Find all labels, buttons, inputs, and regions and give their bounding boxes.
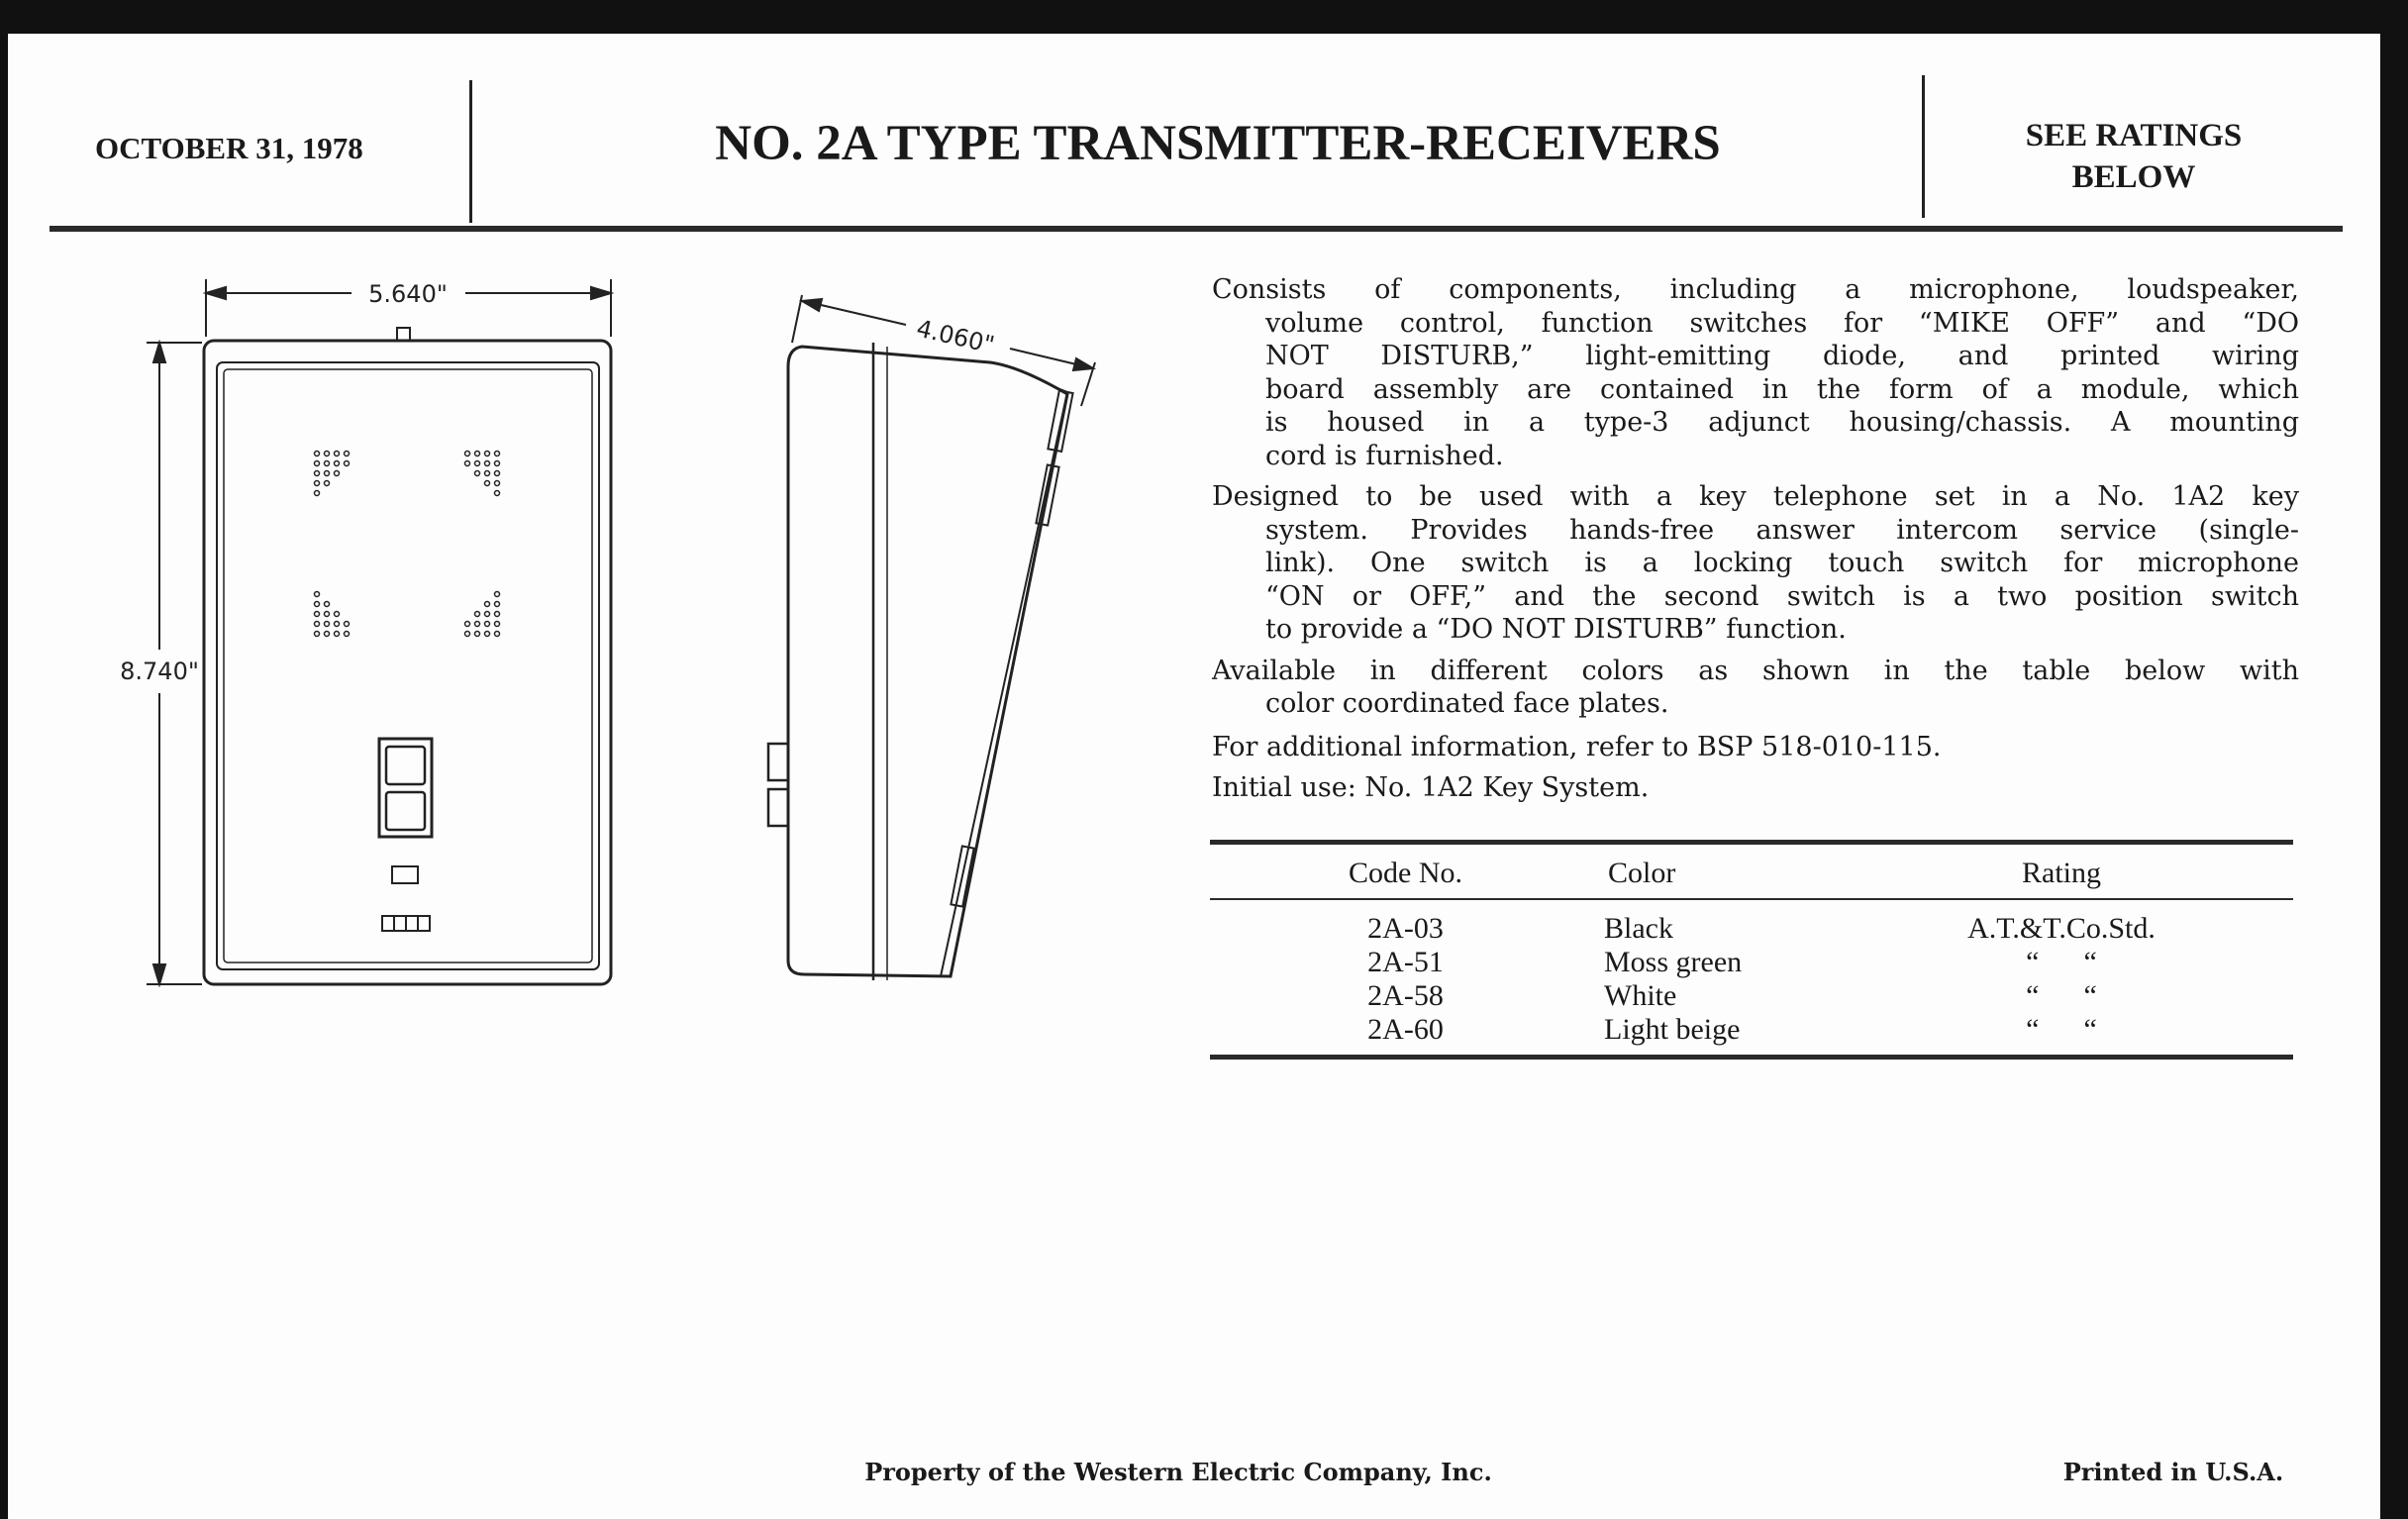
rating-cell: “ “ (2026, 946, 2097, 978)
header-code: Code No. (1349, 857, 1462, 889)
footer-printed: Printed in U.S.A. (2062, 1458, 2284, 1486)
code-cell: 2A-58 (1367, 979, 1444, 1012)
side-depth-label: 4.060" (913, 314, 998, 359)
page-title: NO. 2A TYPE TRANSMITTER-RECEIVERS (715, 116, 1721, 171)
header-color: Color (1608, 857, 1676, 889)
side-view-drawing (768, 343, 1073, 980)
description-line: NOT DISTURB,” light-emitting diode, and printed wiring (1265, 341, 2299, 371)
description-line: link). One switch is a locking touch switch for microphone (1265, 548, 2299, 578)
description-line: Initial use: No. 1A2 Key System. (1212, 772, 1650, 803)
ratings-note-line-1: SEE RATINGS (2025, 118, 2243, 153)
code-cell: 2A-60 (1367, 1013, 1444, 1046)
description-line: is housed in a type-3 adjunct housing/chassis. A mounting (1265, 407, 2299, 438)
code-cell: 2A-03 (1367, 912, 1444, 945)
rating-cell: A.T.&T.Co.Std. (1967, 912, 2156, 945)
description-line: cord is furnished. (1265, 440, 1504, 471)
table-row (1210, 979, 2293, 1013)
description (1212, 273, 2299, 813)
description-paragraph (1212, 273, 2299, 472)
description-line: color coordinated face plates. (1265, 688, 1669, 719)
front-width-label: 5.640" (368, 280, 448, 308)
front-view-drawing (204, 328, 611, 984)
rating-cell: “ “ (2026, 1013, 2097, 1046)
description-paragraph (1212, 771, 2299, 805)
description-line: to provide a “DO NOT DISTURB” function. (1265, 614, 1847, 645)
issue-date: OCTOBER 31, 1978 (95, 131, 363, 165)
table-row (1210, 912, 2293, 946)
description-paragraph (1212, 655, 2299, 721)
front-height-label: 8.740" (120, 658, 199, 685)
description-line: Available in different colors as shown in the table below with (1212, 655, 2299, 686)
description-paragraph (1212, 731, 2299, 764)
description-line: volume control, function switches for “MIKE OFF” and “DO (1265, 307, 2299, 339)
footer-property: Property of the Western Electric Company, Inc. (864, 1458, 1492, 1486)
color-cell: Moss green (1604, 946, 1743, 978)
description-line: system. Provides hands-free answer intercom service (single- (1265, 514, 2299, 546)
color-cell: White (1604, 979, 1677, 1012)
speaker-grille-icon (315, 452, 500, 637)
description-line: “ON or OFF,” and the second switch is a two position switch (1265, 580, 2299, 612)
table-top-rule (1210, 840, 2293, 845)
description-paragraph (1212, 480, 2299, 647)
table-row (1210, 946, 2293, 979)
table-header-row (1210, 857, 2293, 890)
header-rating: Rating (2022, 857, 2101, 889)
code-cell: 2A-51 (1367, 946, 1444, 978)
color-cell: Black (1604, 912, 1673, 945)
description-line: For additional information, refer to BSP 518-010-115. (1212, 731, 1942, 762)
table-header-rule (1210, 898, 2293, 900)
ratings-table (1210, 840, 2293, 1060)
description-line: Consists of components, including a microphone, loudspeaker, (1212, 274, 2299, 305)
rating-cell: “ “ (2026, 979, 2097, 1012)
description-line: Designed to be used with a key telephone set in a No. 1A2 key (1212, 481, 2299, 512)
table-bottom-rule (1210, 1055, 2293, 1060)
color-cell: Light beige (1604, 1013, 1741, 1046)
table-row (1210, 1013, 2293, 1047)
description-line: board assembly are contained in the form of a module, which (1265, 373, 2299, 405)
ratings-note-line-2: BELOW (2071, 159, 2196, 195)
